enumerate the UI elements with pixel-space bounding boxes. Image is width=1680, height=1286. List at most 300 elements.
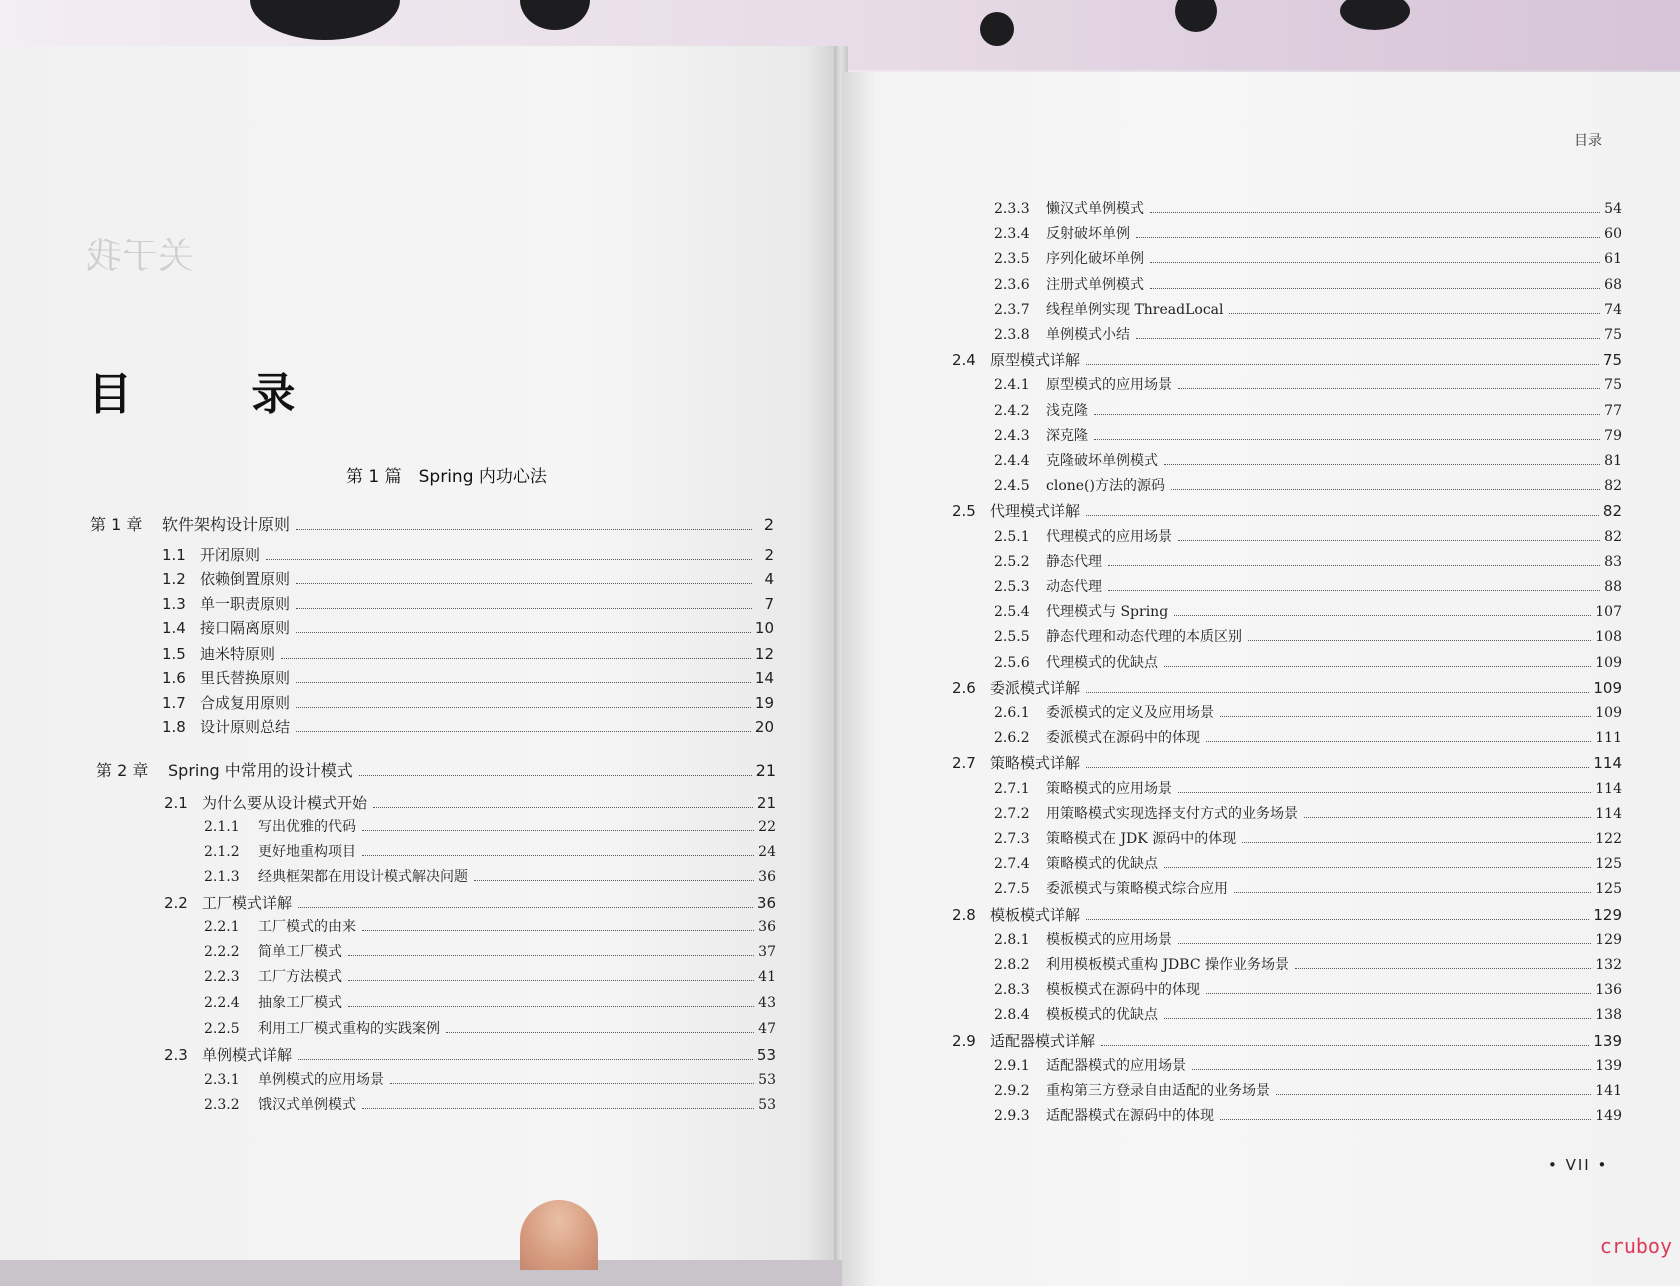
toc-entry-title: 适配器模式在源码中的体现 xyxy=(1046,1108,1214,1124)
toc-leader-dots xyxy=(296,632,751,633)
toc-entry xyxy=(994,274,1622,294)
toc-entry-page: 4 xyxy=(764,570,774,588)
toc-entry xyxy=(994,400,1622,420)
toc-leader-dots xyxy=(1150,262,1600,263)
toc-entry-page: 2 xyxy=(764,546,774,564)
toc-entry-title: 里氏替换原则 xyxy=(200,669,291,687)
toc-entry-page: 111 xyxy=(1595,730,1622,746)
toc-entry-number: 2.1.2 xyxy=(204,844,240,860)
toc-entry-number: 2.4.5 xyxy=(994,478,1030,494)
toc-entry-number: 1.1 xyxy=(162,546,186,564)
toc-entry xyxy=(994,198,1622,218)
toc-entry xyxy=(952,752,1622,773)
toc-entry xyxy=(162,568,774,589)
toc-entry-number: 2.7.1 xyxy=(994,781,1030,797)
toc-leader-dots xyxy=(1295,968,1591,969)
toc-entry xyxy=(204,866,776,886)
toc-leader-dots xyxy=(1220,1119,1591,1120)
toc-entry xyxy=(952,349,1622,370)
toc-entry-number: 2.7.2 xyxy=(994,806,1030,822)
toc-entry-title: 依赖倒置原则 xyxy=(200,570,291,588)
toc-entry-title: 代理模式的优缺点 xyxy=(1046,655,1158,671)
toc-entry-title: 模板模式的优缺点 xyxy=(1046,1007,1158,1023)
toc-entry xyxy=(204,1094,776,1114)
toc-entry-number: 2.7 xyxy=(952,754,976,772)
toc-entry-title: 工厂模式的由来 xyxy=(258,919,356,935)
toc-leader-dots xyxy=(348,980,754,981)
toc-entry-title: 代理模式与 Spring xyxy=(1046,604,1169,620)
toc-entry-number: 2.3.7 xyxy=(994,302,1030,318)
toc-entry-title: 利用工厂模式重构的实践案例 xyxy=(258,1021,440,1037)
toc-entry-title: 模板模式详解 xyxy=(990,906,1081,924)
toc-entry xyxy=(204,1018,776,1038)
toc-entry xyxy=(162,692,774,713)
toc-leader-dots xyxy=(1178,792,1591,793)
toc-entry-title: 适配器模式详解 xyxy=(990,1032,1096,1050)
toc-entry xyxy=(952,677,1622,698)
toc-entry-page: 109 xyxy=(1593,679,1622,697)
toc-entry-page: 141 xyxy=(1595,1083,1622,1099)
toc-entry xyxy=(994,929,1622,949)
toc-entry-number: 2.4.3 xyxy=(994,428,1030,444)
toc-entry-number: 2.2.4 xyxy=(204,995,240,1011)
toc-entry-number: 2.5.6 xyxy=(994,655,1030,671)
toc-entry-page: 82 xyxy=(1604,529,1622,545)
toc-entry-title: 接口隔离原则 xyxy=(200,619,291,637)
toc-entry-number: 1.3 xyxy=(162,595,186,613)
toc-entry-page: 136 xyxy=(1595,982,1622,998)
toc-entry-page: 139 xyxy=(1595,1058,1622,1074)
toc-entry-title: 懒汉式单例模式 xyxy=(1046,201,1144,217)
toc-leader-dots xyxy=(373,807,753,808)
toc-entry xyxy=(164,892,776,913)
toc-entry-title: 单例模式的应用场景 xyxy=(258,1072,384,1088)
toc-entry-title: 设计原则总结 xyxy=(200,718,291,736)
toc-entry-number: 2.5.1 xyxy=(994,529,1030,545)
toc-entry-number: 2.3.1 xyxy=(204,1072,240,1088)
toc-entry-title: 简单工厂模式 xyxy=(258,944,342,960)
toc-entry-title: 注册式单例模式 xyxy=(1046,277,1144,293)
toc-entry-number: 2.2.2 xyxy=(204,944,240,960)
toc-leader-dots xyxy=(1171,489,1600,490)
toc-entry xyxy=(994,803,1622,823)
toc-leader-dots xyxy=(296,529,752,530)
toc-entry-title: 静态代理和动态代理的本质区别 xyxy=(1046,629,1242,645)
toc-entry xyxy=(952,1030,1622,1051)
toc-entry-page: 53 xyxy=(758,1072,776,1088)
toc-entry xyxy=(994,778,1622,798)
toc-leader-dots xyxy=(1136,338,1600,339)
toc-entry-number: 2.8.2 xyxy=(994,957,1030,973)
toc-leader-dots xyxy=(296,682,751,683)
toc-leader-dots xyxy=(1164,666,1591,667)
toc-leader-dots xyxy=(446,1032,754,1033)
toc-entry-page: 139 xyxy=(1593,1032,1622,1050)
toc-entry-page: 7 xyxy=(764,595,774,613)
toc-entry-title: 工厂方法模式 xyxy=(258,969,342,985)
toc-leader-dots xyxy=(1150,212,1600,213)
right-page xyxy=(842,72,1680,1286)
toc-entry xyxy=(162,667,774,688)
toc-entry-page: 81 xyxy=(1604,453,1622,469)
toc-leader-dots xyxy=(474,880,754,881)
toc-entry-page: 122 xyxy=(1595,831,1622,847)
toc-leader-dots xyxy=(1220,716,1591,717)
toc-leader-dots xyxy=(348,955,754,956)
toc-entry-page: 82 xyxy=(1602,502,1622,520)
toc-entry-number: 2.5.4 xyxy=(994,604,1030,620)
toc-entry-number: 1.2 xyxy=(162,570,186,588)
toc-entry-number: 2.1.3 xyxy=(204,869,240,885)
toc-entry-title: Spring 中常用的设计模式 xyxy=(168,761,353,780)
toc-entry-page: 83 xyxy=(1604,554,1622,570)
toc-entry-page: 108 xyxy=(1595,629,1622,645)
toc-leader-dots xyxy=(1304,817,1591,818)
toc-entry xyxy=(994,979,1622,999)
toc-entry-page: 24 xyxy=(758,844,776,860)
toc-entry-page: 82 xyxy=(1604,478,1622,494)
toc-entry-title: 反射破坏单例 xyxy=(1046,226,1130,242)
toc-entry-number: 2.3.5 xyxy=(994,251,1030,267)
toc-entry xyxy=(164,792,776,813)
toc-entry-number: 2.7.3 xyxy=(994,831,1030,847)
watermark-text: cruboy xyxy=(1599,1234,1672,1258)
toc-leader-dots xyxy=(281,658,751,659)
toc-entry xyxy=(994,475,1622,495)
toc-entry xyxy=(204,966,776,986)
toc-entry xyxy=(994,1105,1622,1125)
toc-entry xyxy=(204,941,776,961)
toc-entry xyxy=(204,992,776,1012)
toc-entry-title: 克隆破坏单例模式 xyxy=(1046,453,1158,469)
toc-entry-page: 47 xyxy=(758,1021,776,1037)
toc-entry xyxy=(994,526,1622,546)
toc-entry-title: 原型模式的应用场景 xyxy=(1046,377,1172,393)
toc-entry-number: 2.2.3 xyxy=(204,969,240,985)
toc-entry-page: 114 xyxy=(1595,781,1622,797)
toc-entry-title: 模板模式在源码中的体现 xyxy=(1046,982,1200,998)
left-page xyxy=(0,46,840,1260)
toc-entry-title: 委派模式在源码中的体现 xyxy=(1046,730,1200,746)
toc-leader-dots xyxy=(1248,640,1591,641)
toc-entry-number: 2.5.5 xyxy=(994,629,1030,645)
toc-entry-page: 88 xyxy=(1604,579,1622,595)
toc-entry xyxy=(994,551,1622,571)
toc-leader-dots xyxy=(1164,464,1600,465)
toc-entry-number: 2.4.4 xyxy=(994,453,1030,469)
toc-entry-page: 60 xyxy=(1604,226,1622,242)
toc-leader-dots xyxy=(1108,565,1600,566)
toc-entry-page: 20 xyxy=(754,718,774,736)
toc-leader-dots xyxy=(296,608,752,609)
toc-entry xyxy=(162,643,774,664)
toc-leader-dots xyxy=(1242,842,1591,843)
toc-entry-title: 更好地重构项目 xyxy=(258,844,356,860)
toc-entry-title: 迪米特原则 xyxy=(200,645,276,663)
toc-entry-number: 第 1 章 xyxy=(90,515,143,534)
toc-entry-page: 37 xyxy=(758,944,776,960)
toc-entry-page: 68 xyxy=(1604,277,1622,293)
toc-entry-title: 策略模式详解 xyxy=(990,754,1081,772)
toc-entry-number: 2.9.2 xyxy=(994,1083,1030,1099)
toc-entry xyxy=(952,904,1622,925)
toc-entry xyxy=(994,652,1622,672)
toc-entry-number: 2.9.1 xyxy=(994,1058,1030,1074)
toc-entry xyxy=(994,702,1622,722)
toc-leader-dots xyxy=(1178,388,1600,389)
toc-entry-number: 2.6.1 xyxy=(994,705,1030,721)
toc-entry-title: 单一职责原则 xyxy=(200,595,291,613)
toc-entry-number: 2.6 xyxy=(952,679,976,697)
toc-entry-title: 原型模式详解 xyxy=(990,351,1081,369)
toc-entry-title: 单例模式详解 xyxy=(202,1046,293,1064)
toc-leader-dots xyxy=(1108,590,1600,591)
toc-entry-page: 149 xyxy=(1595,1108,1622,1124)
toc-leader-dots xyxy=(1276,1094,1591,1095)
toc-entry-page: 21 xyxy=(756,794,776,812)
toc-leader-dots xyxy=(1101,1045,1589,1046)
toc-entry-title: 线程单例实现 ThreadLocal xyxy=(1046,302,1224,318)
toc-entry-page: 61 xyxy=(1604,251,1622,267)
toc-leader-dots xyxy=(1086,364,1599,365)
toc-entry-number: 2.6.2 xyxy=(994,730,1030,746)
toc-leader-dots xyxy=(1150,288,1600,289)
toc-entry-title: 重构第三方登录自由适配的业务场景 xyxy=(1046,1083,1270,1099)
toc-entry-page: 114 xyxy=(1595,806,1622,822)
toc-entry-title: 委派模式的定义及应用场景 xyxy=(1046,705,1214,721)
toc-entry-number: 1.4 xyxy=(162,619,186,637)
fabric-black-spot xyxy=(980,12,1014,46)
toc-leader-dots xyxy=(1178,540,1600,541)
toc-entry-page: 125 xyxy=(1595,856,1622,872)
toc-entry-number: 2.8.4 xyxy=(994,1007,1030,1023)
toc-entry-title: 策略模式的优缺点 xyxy=(1046,856,1158,872)
toc-entry-number: 2.2 xyxy=(164,894,188,912)
toc-entry-number: 2.7.4 xyxy=(994,856,1030,872)
toc-entry xyxy=(994,828,1622,848)
toc-leader-dots xyxy=(266,559,752,560)
toc-entry xyxy=(90,512,774,535)
running-head: 目录 xyxy=(1574,133,1602,149)
toc-entry xyxy=(96,758,776,781)
bleed-through-heading: 关于我 xyxy=(86,236,195,277)
toc-entry-page: 36 xyxy=(758,869,776,885)
toc-entry xyxy=(994,425,1622,445)
toc-leader-dots xyxy=(348,1006,754,1007)
toc-entry-title: clone()方法的源码 xyxy=(1046,478,1165,494)
toc-entry-title: 动态代理 xyxy=(1046,579,1102,595)
toc-entry-number: 1.5 xyxy=(162,645,186,663)
toc-entry-title: 策略模式的应用场景 xyxy=(1046,781,1172,797)
toc-entry xyxy=(994,727,1622,747)
toc-entry-page: 53 xyxy=(758,1097,776,1113)
toc-leader-dots xyxy=(1164,1018,1591,1019)
toc-entry-number: 2.7.5 xyxy=(994,881,1030,897)
toc-entry-title: 序列化破坏单例 xyxy=(1046,251,1144,267)
toc-leader-dots xyxy=(1234,892,1591,893)
toc-entry-number: 2.5.2 xyxy=(994,554,1030,570)
toc-entry-number: 2.2.5 xyxy=(204,1021,240,1037)
toc-entry-page: 10 xyxy=(754,619,774,637)
toc-leader-dots xyxy=(296,583,752,584)
toc-entry-page: 107 xyxy=(1595,604,1622,620)
toc-entry-number: 2.4 xyxy=(952,351,976,369)
toc-entry-number: 1.6 xyxy=(162,669,186,687)
toc-entry-page: 109 xyxy=(1595,655,1622,671)
toc-entry-page: 74 xyxy=(1604,302,1622,318)
toc-leader-dots xyxy=(1178,943,1591,944)
toc-entry-title: 浅克隆 xyxy=(1046,403,1088,419)
toc-leader-dots xyxy=(1086,767,1589,768)
toc-entry-number: 2.2.1 xyxy=(204,919,240,935)
toc-entry-number: 2.3.6 xyxy=(994,277,1030,293)
toc-entry-title: 深克隆 xyxy=(1046,428,1088,444)
toc-entry-title: 策略模式在 JDK 源码中的体现 xyxy=(1046,831,1237,847)
toc-entry-title: 为什么要从设计模式开始 xyxy=(202,794,368,812)
toc-entry-number: 2.3.8 xyxy=(994,327,1030,343)
toc-entry xyxy=(994,324,1622,344)
toc-entry-title: 代理模式详解 xyxy=(990,502,1081,520)
toc-entry-page: 109 xyxy=(1595,705,1622,721)
toc-leader-dots xyxy=(296,707,751,708)
toc-entry xyxy=(994,223,1622,243)
toc-entry-page: 77 xyxy=(1604,403,1622,419)
toc-entry xyxy=(204,916,776,936)
toc-leader-dots xyxy=(1086,692,1589,693)
toc-entry-page: 36 xyxy=(756,894,776,912)
toc-entry-title: 委派模式与策略模式综合应用 xyxy=(1046,881,1228,897)
toc-leader-dots xyxy=(390,1083,754,1084)
toc-entry-title: 用策略模式实现选择支付方式的业务场景 xyxy=(1046,806,1298,822)
toc-entry xyxy=(162,593,774,614)
toc-leader-dots xyxy=(1086,919,1589,920)
toc-entry xyxy=(162,544,774,565)
toc-leader-dots xyxy=(1086,515,1599,516)
toc-entry-page: 19 xyxy=(754,694,774,712)
toc-entry-number: 2.9.3 xyxy=(994,1108,1030,1124)
toc-entry-number: 2.3.3 xyxy=(994,201,1030,217)
toc-entry-number: 1.8 xyxy=(162,718,186,736)
toc-entry-page: 22 xyxy=(758,819,776,835)
toc-entry xyxy=(994,1080,1622,1100)
toc-entry-page: 125 xyxy=(1595,881,1622,897)
toc-entry xyxy=(994,601,1622,621)
toc-entry xyxy=(994,1055,1622,1075)
toc-entry-page: 132 xyxy=(1595,957,1622,973)
toc-entry xyxy=(162,617,774,638)
toc-leader-dots xyxy=(1174,615,1591,616)
toc-entry xyxy=(994,1004,1622,1024)
toc-entry-page: 54 xyxy=(1604,201,1622,217)
toc-entry-title: 合成复用原则 xyxy=(200,694,291,712)
toc-entry-title: 软件架构设计原则 xyxy=(162,515,291,534)
toc-entry-title: 开闭原则 xyxy=(200,546,261,564)
toc-entry-page: 21 xyxy=(755,761,776,780)
toc-entry-page: 14 xyxy=(754,669,774,687)
toc-leader-dots xyxy=(1136,237,1600,238)
toc-entry-page: 12 xyxy=(754,645,774,663)
toc-entry xyxy=(162,716,774,737)
toc-entry-page: 2 xyxy=(763,515,774,534)
toc-entry-title: 写出优雅的代码 xyxy=(258,819,356,835)
toc-entry-page: 129 xyxy=(1593,906,1622,924)
toc-entry-number: 2.4.2 xyxy=(994,403,1030,419)
toc-entry-number: 2.3.4 xyxy=(994,226,1030,242)
toc-entry xyxy=(994,576,1622,596)
toc-leader-dots xyxy=(362,830,754,831)
toc-entry-title: 单例模式小结 xyxy=(1046,327,1130,343)
toc-entry-title: 适配器模式的应用场景 xyxy=(1046,1058,1186,1074)
toc-leader-dots xyxy=(362,855,754,856)
toc-leader-dots xyxy=(1094,414,1600,415)
toc-entry-page: 43 xyxy=(758,995,776,1011)
toc-entry xyxy=(994,626,1622,646)
toc-entry xyxy=(994,374,1622,394)
toc-entry-page: 75 xyxy=(1604,327,1622,343)
toc-entry-page: 79 xyxy=(1604,428,1622,444)
toc-leader-dots xyxy=(1206,741,1591,742)
toc-entry xyxy=(204,841,776,861)
toc-entry-page: 41 xyxy=(758,969,776,985)
toc-entry xyxy=(952,500,1622,521)
toc-entry-number: 2.1 xyxy=(164,794,188,812)
toc-entry xyxy=(994,954,1622,974)
toc-entry-title: 抽象工厂模式 xyxy=(258,995,342,1011)
toc-entry-number: 2.4.1 xyxy=(994,377,1030,393)
toc-entry-number: 1.7 xyxy=(162,694,186,712)
toc-entry-number: 2.1.1 xyxy=(204,819,240,835)
toc-entry xyxy=(204,1069,776,1089)
toc-entry-page: 75 xyxy=(1604,377,1622,393)
toc-entry-page: 114 xyxy=(1593,754,1622,772)
toc-entry-number: 第 2 章 xyxy=(96,761,149,780)
toc-entry xyxy=(164,1044,776,1065)
toc-leader-dots xyxy=(362,930,754,931)
toc-leader-dots xyxy=(298,907,753,908)
toc-entry-title: 经典框架都在用设计模式解决问题 xyxy=(258,869,468,885)
toc-entry-title: 委派模式详解 xyxy=(990,679,1081,697)
toc-entry-page: 138 xyxy=(1595,1007,1622,1023)
toc-entry xyxy=(994,878,1622,898)
toc-leader-dots xyxy=(1206,993,1591,994)
toc-entry-number: 2.9 xyxy=(952,1032,976,1050)
toc-entry-page: 75 xyxy=(1602,351,1622,369)
toc-entry-number: 2.3.2 xyxy=(204,1097,240,1113)
page-folio: • VII • xyxy=(1548,1156,1609,1174)
toc-entry-number: 2.5.3 xyxy=(994,579,1030,595)
toc-entry xyxy=(994,853,1622,873)
toc-entry-title: 模板模式的应用场景 xyxy=(1046,932,1172,948)
toc-entry-page: 129 xyxy=(1595,932,1622,948)
toc-entry-title: 代理模式的应用场景 xyxy=(1046,529,1172,545)
toc-entry-title: 工厂模式详解 xyxy=(202,894,293,912)
toc-leader-dots xyxy=(1192,1069,1591,1070)
toc-entry xyxy=(994,248,1622,268)
toc-entry-page: 53 xyxy=(756,1046,776,1064)
toc-leader-dots xyxy=(298,1059,753,1060)
toc-entry-title: 饿汉式单例模式 xyxy=(258,1097,356,1113)
toc-entry-number: 2.8.1 xyxy=(994,932,1030,948)
toc-entry xyxy=(994,450,1622,470)
toc-leader-dots xyxy=(1164,867,1591,868)
toc-leader-dots xyxy=(296,731,751,732)
toc-entry xyxy=(994,299,1622,319)
toc-entry-number: 2.8.3 xyxy=(994,982,1030,998)
toc-entry-title: 利用模板模式重构 JDBC 操作业务场景 xyxy=(1046,957,1289,973)
toc-leader-dots xyxy=(1229,313,1600,314)
toc-leader-dots xyxy=(359,775,752,776)
part-title: 第 1 篇 Spring 内功心法 xyxy=(346,467,547,487)
